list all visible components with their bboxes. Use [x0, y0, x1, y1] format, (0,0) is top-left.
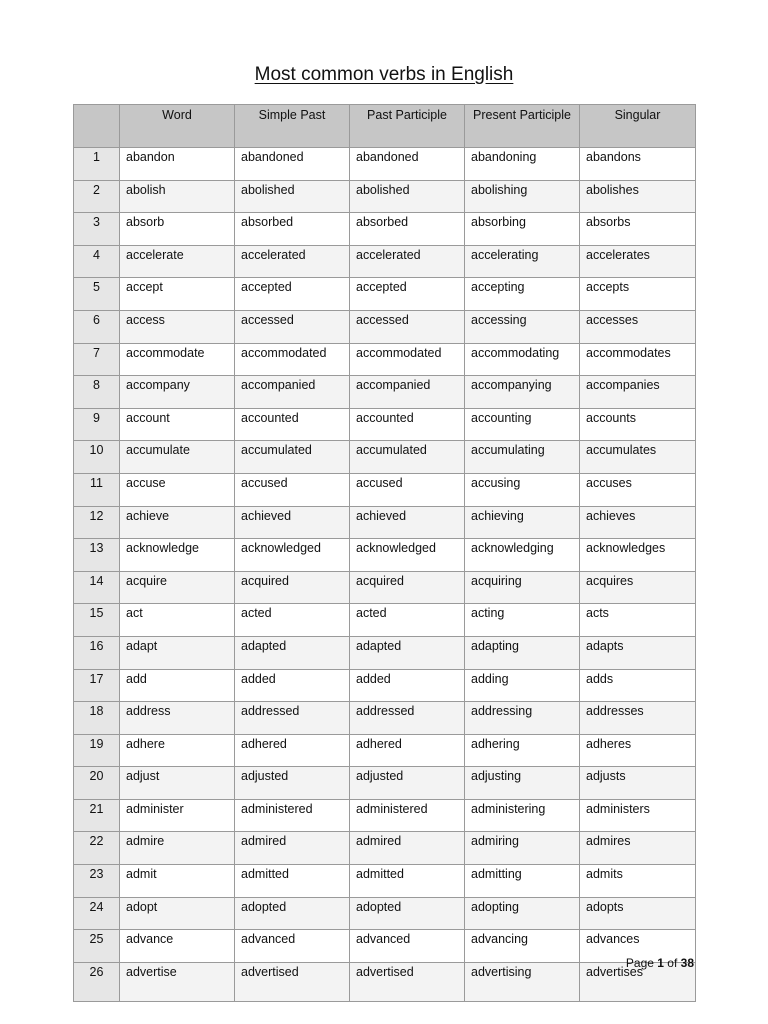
header-number [74, 105, 120, 148]
cell-word: accept [120, 278, 235, 311]
cell-past-participle: accepted [350, 278, 465, 311]
cell-simple-past: addressed [235, 702, 350, 735]
row-number: 23 [74, 865, 120, 898]
cell-past-participle: admired [350, 832, 465, 865]
cell-singular: adapts [580, 636, 696, 669]
cell-word: adopt [120, 897, 235, 930]
row-number: 26 [74, 962, 120, 1001]
cell-simple-past: accelerated [235, 245, 350, 278]
cell-present-participle: accommodating [465, 343, 580, 376]
cell-simple-past: acknowledged [235, 539, 350, 572]
table-row [74, 441, 696, 474]
cell-word: abandon [120, 148, 235, 181]
table-body [74, 148, 696, 1002]
cell-present-participle: addressing [465, 702, 580, 735]
row-number: 9 [74, 408, 120, 441]
footer-middle: of [663, 956, 681, 970]
cell-past-participle: accessed [350, 310, 465, 343]
cell-simple-past: accused [235, 473, 350, 506]
cell-word: accompany [120, 376, 235, 409]
cell-simple-past: advanced [235, 930, 350, 963]
table-row [74, 962, 696, 1001]
cell-present-participle: accessing [465, 310, 580, 343]
table-row [74, 506, 696, 539]
cell-singular: accuses [580, 473, 696, 506]
cell-word: access [120, 310, 235, 343]
cell-present-participle: abolishing [465, 180, 580, 213]
row-number: 22 [74, 832, 120, 865]
cell-present-participle: accepting [465, 278, 580, 311]
cell-singular: advertises [580, 962, 696, 1001]
table-row [74, 148, 696, 181]
cell-word: admire [120, 832, 235, 865]
header-present-participle: Present Participle [465, 105, 580, 148]
cell-singular: absorbs [580, 213, 696, 246]
cell-singular: acquires [580, 571, 696, 604]
header-simple-past: Simple Past [235, 105, 350, 148]
row-number: 12 [74, 506, 120, 539]
row-number: 25 [74, 930, 120, 963]
cell-past-participle: abolished [350, 180, 465, 213]
cell-singular: abandons [580, 148, 696, 181]
cell-present-participle: accumulating [465, 441, 580, 474]
table-row [74, 767, 696, 800]
cell-past-participle: accelerated [350, 245, 465, 278]
row-number: 24 [74, 897, 120, 930]
cell-singular: accumulates [580, 441, 696, 474]
cell-word: adapt [120, 636, 235, 669]
cell-past-participle: adopted [350, 897, 465, 930]
row-number: 3 [74, 213, 120, 246]
cell-present-participle: abandoning [465, 148, 580, 181]
cell-past-participle: acted [350, 604, 465, 637]
cell-simple-past: adapted [235, 636, 350, 669]
row-number: 11 [74, 473, 120, 506]
cell-past-participle: acquired [350, 571, 465, 604]
row-number: 1 [74, 148, 120, 181]
header-singular: Singular [580, 105, 696, 148]
cell-past-participle: accounted [350, 408, 465, 441]
row-number: 19 [74, 734, 120, 767]
cell-singular: admires [580, 832, 696, 865]
table-row [74, 897, 696, 930]
page-footer [626, 956, 694, 970]
cell-present-participle: accounting [465, 408, 580, 441]
table-row [74, 865, 696, 898]
row-number: 21 [74, 799, 120, 832]
cell-present-participle: achieving [465, 506, 580, 539]
cell-present-participle: adopting [465, 897, 580, 930]
cell-simple-past: accumulated [235, 441, 350, 474]
table-row [74, 571, 696, 604]
cell-past-participle: absorbed [350, 213, 465, 246]
cell-singular: administers [580, 799, 696, 832]
cell-past-participle: administered [350, 799, 465, 832]
cell-past-participle: advertised [350, 962, 465, 1001]
cell-present-participle: adapting [465, 636, 580, 669]
cell-singular: adheres [580, 734, 696, 767]
cell-past-participle: advanced [350, 930, 465, 963]
cell-singular: accommodates [580, 343, 696, 376]
row-number: 14 [74, 571, 120, 604]
table-row [74, 604, 696, 637]
cell-present-participle: administering [465, 799, 580, 832]
cell-simple-past: adjusted [235, 767, 350, 800]
cell-past-participle: accused [350, 473, 465, 506]
cell-word: adjust [120, 767, 235, 800]
table-row [74, 343, 696, 376]
table-row [74, 408, 696, 441]
row-number: 10 [74, 441, 120, 474]
row-number: 7 [74, 343, 120, 376]
cell-past-participle: accumulated [350, 441, 465, 474]
cell-word: achieve [120, 506, 235, 539]
cell-simple-past: accepted [235, 278, 350, 311]
cell-word: acknowledge [120, 539, 235, 572]
cell-present-participle: accusing [465, 473, 580, 506]
table-row [74, 245, 696, 278]
cell-word: advance [120, 930, 235, 963]
row-number: 16 [74, 636, 120, 669]
cell-past-participle: accompanied [350, 376, 465, 409]
cell-singular: achieves [580, 506, 696, 539]
row-number: 20 [74, 767, 120, 800]
cell-present-participle: acquiring [465, 571, 580, 604]
table-row [74, 310, 696, 343]
cell-past-participle: adhered [350, 734, 465, 767]
table-row [74, 213, 696, 246]
header-past-participle: Past Participle [350, 105, 465, 148]
table-header-row [74, 105, 696, 148]
table-row [74, 930, 696, 963]
cell-simple-past: adopted [235, 897, 350, 930]
cell-singular: accepts [580, 278, 696, 311]
table-row [74, 376, 696, 409]
cell-past-participle: adapted [350, 636, 465, 669]
cell-word: adhere [120, 734, 235, 767]
cell-simple-past: administered [235, 799, 350, 832]
cell-simple-past: accommodated [235, 343, 350, 376]
table-row [74, 702, 696, 735]
table-row [74, 832, 696, 865]
verbs-table [73, 104, 696, 1002]
row-number: 15 [74, 604, 120, 637]
cell-singular: addresses [580, 702, 696, 735]
cell-simple-past: absorbed [235, 213, 350, 246]
cell-singular: admits [580, 865, 696, 898]
cell-simple-past: abandoned [235, 148, 350, 181]
cell-simple-past: achieved [235, 506, 350, 539]
table-row [74, 539, 696, 572]
cell-simple-past: admitted [235, 865, 350, 898]
cell-singular: accesses [580, 310, 696, 343]
table-row [74, 734, 696, 767]
cell-past-participle: abandoned [350, 148, 465, 181]
cell-present-participle: advancing [465, 930, 580, 963]
cell-present-participle: accelerating [465, 245, 580, 278]
cell-simple-past: acquired [235, 571, 350, 604]
cell-word: admit [120, 865, 235, 898]
table-row [74, 669, 696, 702]
cell-past-participle: admitted [350, 865, 465, 898]
cell-simple-past: accessed [235, 310, 350, 343]
row-number: 2 [74, 180, 120, 213]
cell-simple-past: admired [235, 832, 350, 865]
cell-singular: advances [580, 930, 696, 963]
cell-word: act [120, 604, 235, 637]
row-number: 4 [74, 245, 120, 278]
cell-singular: accompanies [580, 376, 696, 409]
table-row [74, 636, 696, 669]
table-row [74, 180, 696, 213]
cell-word: acquire [120, 571, 235, 604]
cell-present-participle: adding [465, 669, 580, 702]
table-row [74, 799, 696, 832]
cell-present-participle: admitting [465, 865, 580, 898]
table-row [74, 473, 696, 506]
cell-word: account [120, 408, 235, 441]
cell-word: add [120, 669, 235, 702]
cell-past-participle: addressed [350, 702, 465, 735]
cell-singular: acknowledges [580, 539, 696, 572]
cell-word: address [120, 702, 235, 735]
cell-singular: adjusts [580, 767, 696, 800]
cell-singular: adopts [580, 897, 696, 930]
header-word: Word [120, 105, 235, 148]
cell-present-participle: adhering [465, 734, 580, 767]
row-number: 18 [74, 702, 120, 735]
page-title: Most common verbs in English [254, 64, 514, 85]
cell-simple-past: abolished [235, 180, 350, 213]
cell-simple-past: accompanied [235, 376, 350, 409]
row-number: 6 [74, 310, 120, 343]
table-row [74, 278, 696, 311]
cell-word: accuse [120, 473, 235, 506]
cell-past-participle: added [350, 669, 465, 702]
cell-word: accelerate [120, 245, 235, 278]
cell-present-participle: acknowledging [465, 539, 580, 572]
footer-prefix: Page [625, 956, 658, 970]
cell-word: advertise [120, 962, 235, 1001]
cell-simple-past: added [235, 669, 350, 702]
cell-present-participle: acting [465, 604, 580, 637]
cell-singular: adds [580, 669, 696, 702]
cell-present-participle: advertising [465, 962, 580, 1001]
cell-past-participle: accommodated [350, 343, 465, 376]
cell-simple-past: advertised [235, 962, 350, 1001]
cell-simple-past: accounted [235, 408, 350, 441]
row-number: 17 [74, 669, 120, 702]
cell-past-participle: acknowledged [350, 539, 465, 572]
cell-singular: abolishes [580, 180, 696, 213]
footer-total-pages: 38 [680, 956, 694, 970]
row-number: 8 [74, 376, 120, 409]
cell-present-participle: adjusting [465, 767, 580, 800]
cell-past-participle: achieved [350, 506, 465, 539]
cell-present-participle: admiring [465, 832, 580, 865]
cell-word: accumulate [120, 441, 235, 474]
row-number: 5 [74, 278, 120, 311]
cell-word: administer [120, 799, 235, 832]
cell-simple-past: adhered [235, 734, 350, 767]
footer-current-page: 1 [657, 956, 664, 970]
cell-singular: accelerates [580, 245, 696, 278]
cell-word: accommodate [120, 343, 235, 376]
cell-past-participle: adjusted [350, 767, 465, 800]
cell-word: abolish [120, 180, 235, 213]
cell-present-participle: absorbing [465, 213, 580, 246]
row-number: 13 [74, 539, 120, 572]
cell-word: absorb [120, 213, 235, 246]
cell-singular: accounts [580, 408, 696, 441]
cell-present-participle: accompanying [465, 376, 580, 409]
cell-simple-past: acted [235, 604, 350, 637]
cell-singular: acts [580, 604, 696, 637]
